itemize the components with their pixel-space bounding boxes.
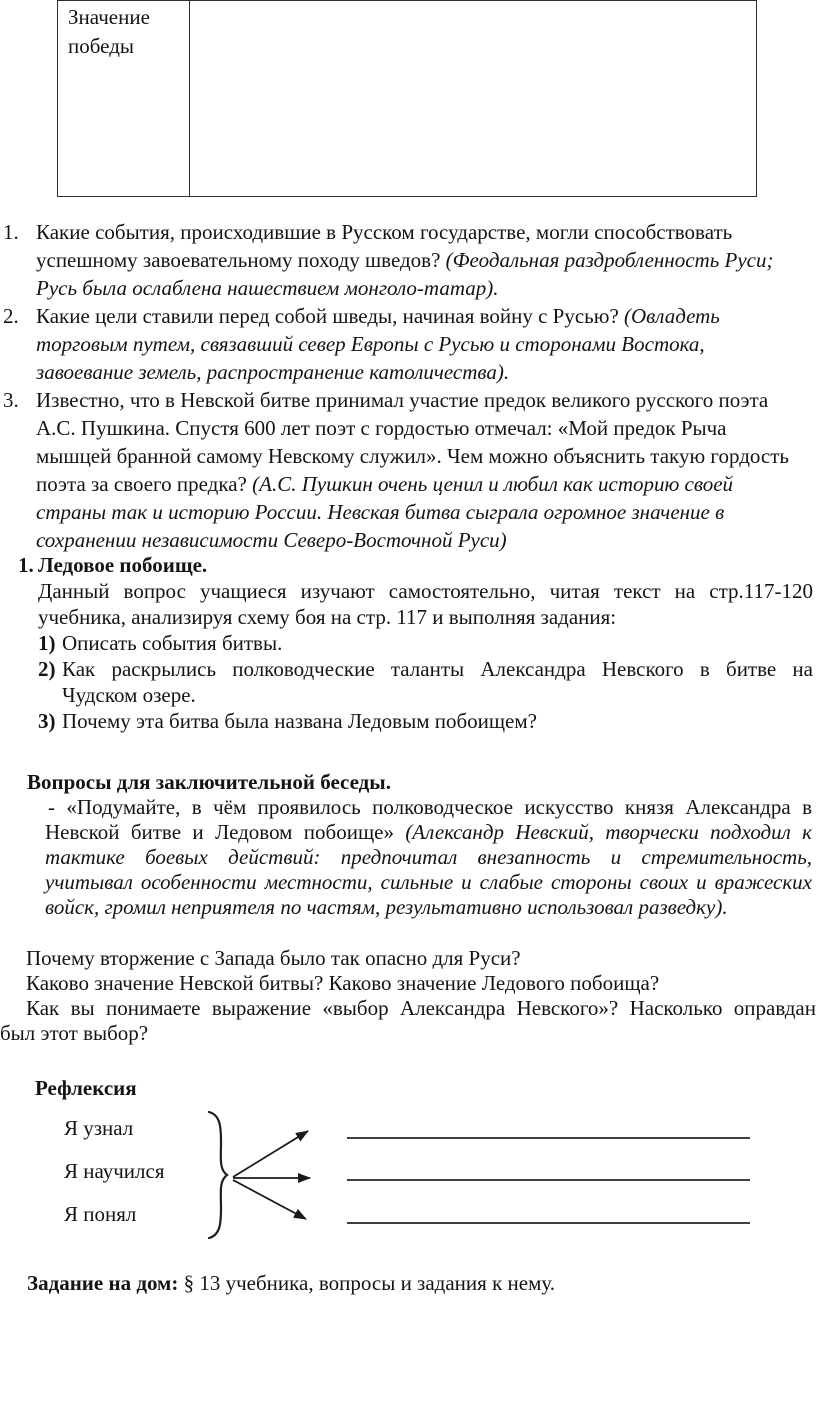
task-text: Как раскрылись полководческие таланты Александра Невского в битве на	[62, 657, 813, 681]
final-talk-section	[27, 770, 816, 920]
discussion-text: Невской битве и Ледовом побоище»	[45, 820, 406, 844]
closing-question-line: был этот выбор?	[0, 1021, 149, 1045]
question-line	[3, 386, 813, 414]
homework-label: Задание на дом:	[27, 1271, 179, 1295]
arrow-icon	[233, 1180, 306, 1219]
answer-text: сохранении независимости Северо-Восточной Руси)	[36, 528, 507, 552]
section-intro-line: учебника, анализируя схему боя на стр. 117 и выполняя задания:	[38, 605, 617, 629]
discussion-line: учитывал особенности местности, сильные и слабые стороны своих и вражеских	[45, 870, 812, 894]
section-title	[18, 552, 816, 578]
table-answer-cell	[190, 1, 756, 196]
task-number: 3)	[38, 709, 56, 733]
task-item	[38, 656, 816, 682]
question-text: Какие события, происходившие в Русском государстве, могли способствовать	[36, 220, 733, 244]
question-line	[3, 274, 813, 302]
answer-text: завоевание земель, распространение католичества).	[36, 360, 510, 384]
reflection-heading: Рефлексия	[35, 1076, 137, 1100]
question-line	[3, 218, 813, 246]
task-item	[38, 682, 816, 708]
homework-line	[27, 1270, 555, 1296]
section-intro-line: Данный вопрос учащиеся изучают самостоятельно, читая текст на стр.117-120	[38, 579, 813, 603]
answer-blank-line	[347, 1222, 750, 1224]
homework-text: § 13 учебника, вопросы и задания к нему.	[178, 1271, 556, 1295]
reflection-label: Я научился	[64, 1159, 165, 1183]
question-line	[3, 414, 813, 442]
task-number-spacer	[38, 682, 62, 708]
task-text: Чудском озере.	[62, 683, 196, 707]
task-text: Почему эта битва была названа Ледовым побоищем?	[62, 709, 537, 733]
answer-text: (Феодальная раздробленность Руси;	[445, 248, 774, 272]
answer-text: (Овладеть	[624, 304, 720, 328]
closing-questions	[0, 946, 816, 1046]
reflection-label: Я понял	[64, 1202, 137, 1226]
table-header-cell: Значение победы	[58, 1, 190, 196]
question-line	[3, 246, 813, 274]
answer-text: (А.С. Пушкин очень ценил и любил как историю своей	[252, 472, 734, 496]
item-number: 2.	[3, 304, 19, 328]
question-text: успешному завоевательному походу шведов?	[36, 248, 446, 272]
intro-question-list	[3, 218, 813, 554]
task-number: 2)	[38, 657, 56, 681]
answer-text: (Александр Невский, творчески подходил к	[405, 820, 812, 844]
section-title-text: Ледовое побоище.	[38, 553, 208, 577]
question-text: мышцей бранной самому Невскому служил». Чем можно объяснить такую гордость	[36, 444, 789, 468]
answer-text: страны так и историю России. Невская битва сыграла огромное значение в	[36, 500, 725, 524]
curly-brace-icon	[209, 1112, 227, 1238]
question-text: Какие цели ставили перед собой шведы, начиная войну с Русью?	[36, 304, 625, 328]
discussion-line	[45, 820, 812, 845]
question-line	[3, 358, 813, 386]
answer-text: Русь была ослаблена нашествием монголо-татар).	[36, 276, 499, 300]
question-line	[3, 498, 813, 526]
answer-blank-line	[347, 1179, 750, 1181]
section-number: 1.	[18, 553, 34, 577]
discussion-line: тактике боевых действий: предпочитал внезапность и стремительность,	[45, 845, 812, 869]
discussion-line: - «Подумайте, в чём проявилось полководческое искусство князя Александра в	[48, 795, 812, 819]
task-text: Описать события битвы.	[62, 631, 283, 655]
question-text: поэта за своего предка?	[36, 472, 253, 496]
closing-question-line: Каково значение Невской битвы? Каково значение Ледового побоища?	[26, 971, 660, 995]
item-number: 3.	[3, 388, 19, 412]
discussion-line: войск, громил неприятеля по частям, результативно использовал разведку).	[45, 895, 728, 919]
worksheet-table	[57, 0, 757, 197]
final-talk-heading: Вопросы для заключительной беседы.	[27, 770, 391, 794]
task-number: 1)	[38, 631, 56, 655]
question-text: А.С. Пушкина. Спустя 600 лет поэт с гордостью отмечал: «Мой предок Рыча	[36, 416, 727, 440]
question-line	[3, 442, 813, 470]
answer-text: торговым путем, связавший север Европы с Русью и сторонами Востока,	[36, 332, 705, 356]
item-number: 1.	[3, 220, 19, 244]
task-item	[38, 708, 816, 734]
question-line	[3, 302, 813, 330]
closing-question-line: Как вы понимаете выражение «выбор Александра Невского»? Насколько оправдан	[26, 996, 816, 1020]
question-line	[3, 330, 813, 358]
closing-question-line: Почему вторжение с Запада было так опасно для Руси?	[26, 946, 521, 970]
answer-blank-line	[347, 1137, 750, 1139]
task-item	[38, 630, 816, 656]
question-line	[3, 470, 813, 498]
ice-battle-section	[18, 552, 816, 734]
reflection-label: Я узнал	[64, 1116, 134, 1140]
question-line	[3, 526, 813, 554]
question-text: Известно, что в Невской битве принимал участие предок великого русского поэта	[36, 388, 769, 412]
arrow-icon	[233, 1131, 308, 1177]
